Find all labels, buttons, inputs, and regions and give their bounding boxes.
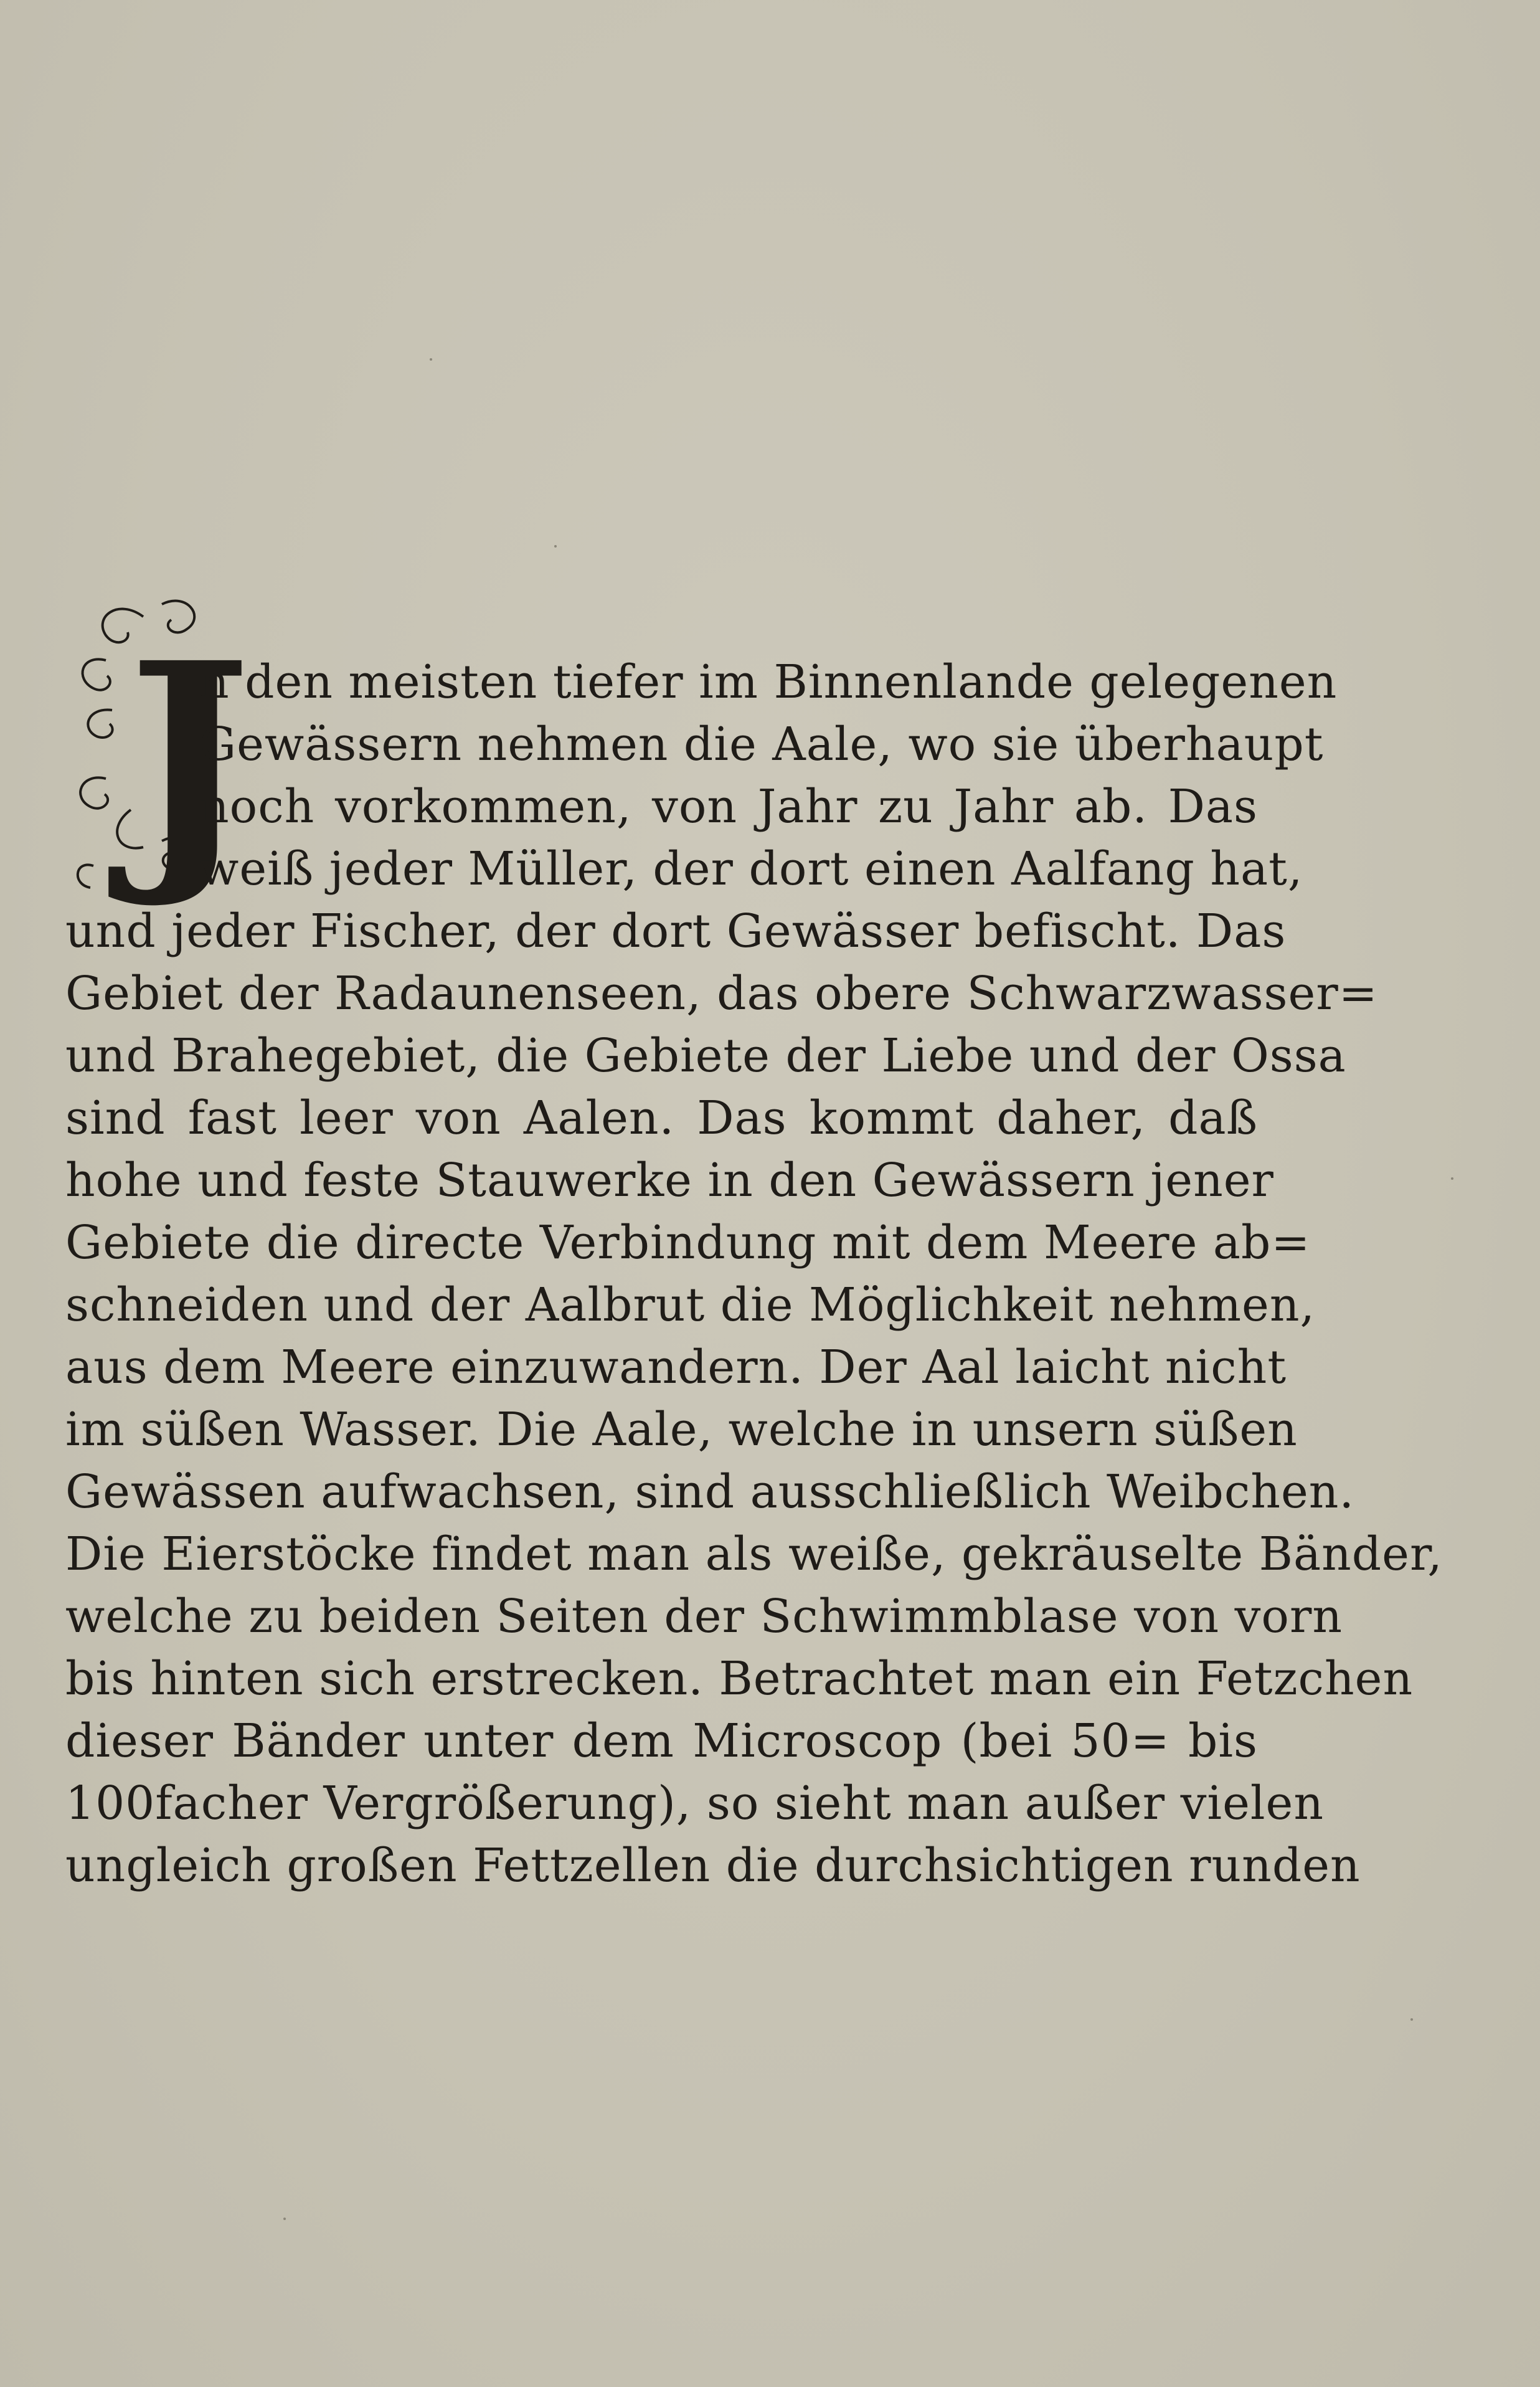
text-line: Gebiet der Radaunenseen, das obere Schwarzwasser= — [65, 967, 1378, 1020]
text-line: Die Eierstöcke findet man als weiße, gekräuselte Bänder, — [65, 1527, 1443, 1581]
body-text — [65, 651, 1443, 1897]
paper-speck — [430, 358, 432, 361]
paper-speck — [1451, 1177, 1453, 1180]
text-line: sind fast leer von Aalen. Das kommt daher, daß — [65, 1091, 1258, 1145]
text-line: noch vorkommen, von Jahr zu Jahr ab. Das — [199, 780, 1258, 833]
text-line: schneiden und der Aalbrut die Möglichkeit nehmen, — [65, 1278, 1316, 1332]
text-line: im süßen Wasser. Die Aale, welche in unsern süßen — [65, 1403, 1298, 1456]
text-line: ungleich großen Fettzellen die durchsichtigen runden — [65, 1839, 1361, 1892]
text-line: bis hinten sich erstrecken. Betrachtet man ein Fetzchen — [65, 1652, 1414, 1706]
text-line: 100facher Vergrößerung), so sieht man außer vielen — [65, 1777, 1325, 1830]
paper-speck — [283, 2218, 286, 2220]
text-line: aus dem Meere einzuwandern. Der Aal laicht nicht — [65, 1341, 1287, 1394]
paper-speck — [554, 545, 557, 548]
text-line: n den meisten tiefer im Binnenlande gelegenen — [199, 655, 1338, 709]
text-line: weiß jeder Müller, der dort einen Aalfang hat, — [199, 842, 1303, 896]
text-line: dieser Bänder unter dem Microscop (bei 50= bis — [65, 1714, 1258, 1768]
text-line: und jeder Fischer, der dort Gewässer befischt. Das — [65, 904, 1287, 958]
text-line: Gewässen aufwachsen, sind ausschließlich Weibchen. — [65, 1465, 1354, 1519]
paper-speck — [1410, 2018, 1413, 2021]
text-line: welche zu beiden Seiten der Schwimmblase von vorn — [65, 1590, 1343, 1643]
text-line: Gewässern nehmen die Aale, wo sie überhaupt — [199, 718, 1324, 771]
initial-letter: J — [128, 606, 252, 913]
text-line: hohe und feste Stauwerke in den Gewässern jener — [65, 1154, 1274, 1207]
text-line: und Brahegebiet, die Gebiete der Liebe und der Ossa — [65, 1029, 1346, 1083]
text-line: Gebiete die directe Verbindung mit dem Meere ab= — [65, 1216, 1311, 1269]
